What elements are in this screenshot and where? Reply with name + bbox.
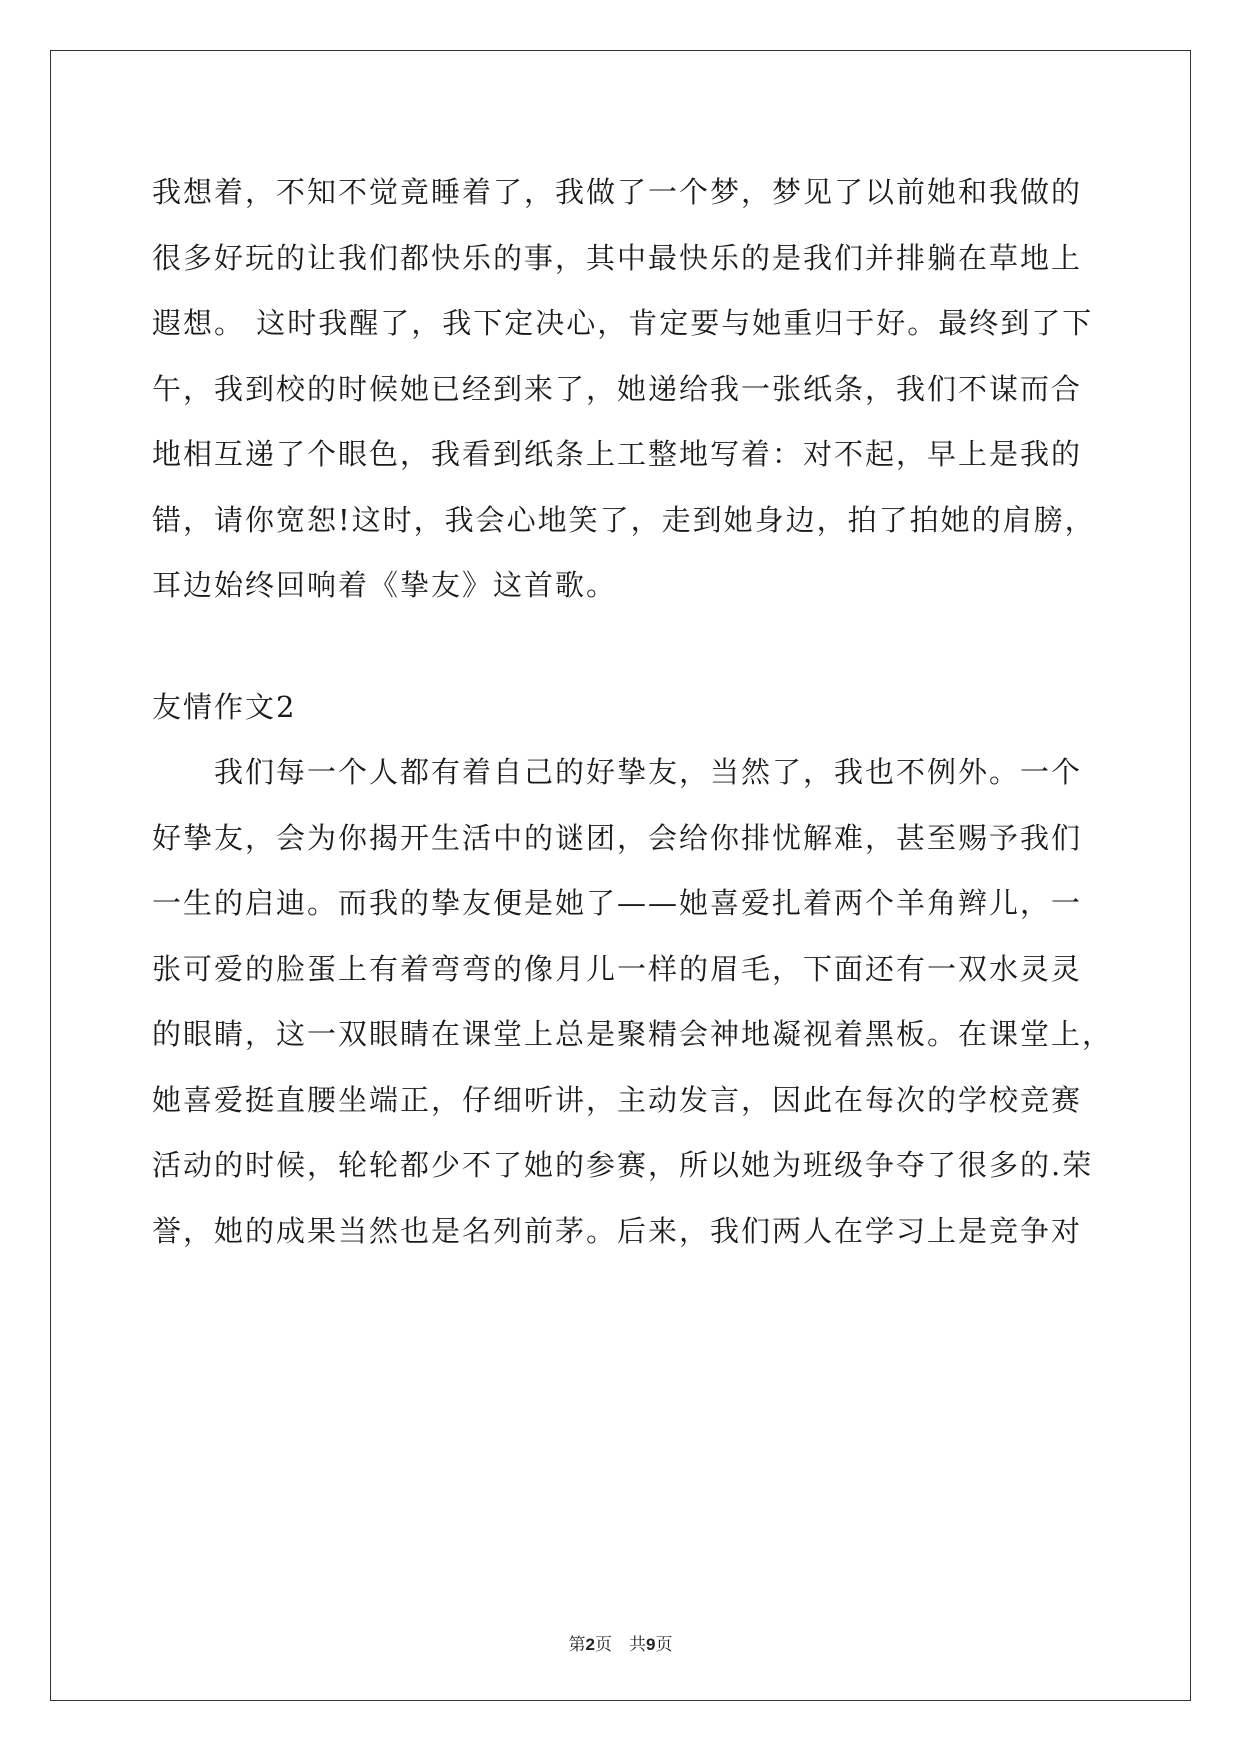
text-line: 地相互递了个眼色，我看到纸条上工整地写着：对不起，早上是我的 xyxy=(152,437,1083,471)
text-line: 午，我到校的时候她已经到来了，她递给我一张纸条，我们不谋而合 xyxy=(152,371,1083,406)
current-page-number: 2 xyxy=(585,1635,595,1654)
text-line: 遐想。 这时我醒了，我下定决心，肯定要与她重归于好。最终到了下 xyxy=(152,306,1094,340)
text-line: 的眼睛，这一双眼睛在课堂上总是聚精会神地凝视着黑板。在课堂上， xyxy=(152,1017,1114,1051)
section-heading: 友情作文2 xyxy=(152,689,297,724)
text-line: 错，请你宽恕!这时，我会心地笑了，走到她身边，拍了拍她的肩膀， xyxy=(152,502,1096,537)
text-line: 一生的启迪。而我的挚友便是她了——她喜爱扎着两个羊角辫儿，一 xyxy=(152,886,1083,920)
text-line: 我们每一个人都有着自己的好挚友，当然了，我也不例外。一个 xyxy=(214,755,1083,789)
text-line: 我想着，不知不觉竟睡着了，我做了一个梦，梦见了以前她和我做的 xyxy=(152,175,1083,209)
section-gap xyxy=(152,619,1102,675)
total-pages-number: 9 xyxy=(646,1635,656,1654)
text-line: 好挚友，会为你揭开生活中的谜团，会给你排忧解难，甚至赐予我们 xyxy=(152,820,1083,855)
text-line: 很多好玩的让我们都快乐的事，其中最快乐的是我们并排躺在草地上 xyxy=(152,240,1083,275)
paragraph-2 xyxy=(152,740,1114,1264)
text-line: 张可爱的脸蛋上有着弯弯的像月儿一样的眉毛，下面还有一双水灵灵 xyxy=(152,951,1083,986)
text-line: 活动的时候，轮轮都少不了她的参赛，所以她为班级争夺了很多的.荣 xyxy=(152,1148,1094,1182)
footer-suffix: 页 xyxy=(655,1635,673,1655)
footer-mid: 页 共 xyxy=(595,1635,646,1655)
text-line: 她喜爱挺直腰坐端正，仔细听讲，主动发言，因此在每次的学校竞赛 xyxy=(152,1082,1083,1117)
text-line: 耳边始终回响着《挚友》这首歌。 xyxy=(152,568,618,602)
footer-prefix: 第 xyxy=(568,1635,586,1655)
paragraph-1 xyxy=(152,160,1102,619)
text-line: 誉，她的成果当然也是名列前茅。后来，我们两人在学习上是竞争对 xyxy=(152,1213,1083,1248)
page-footer xyxy=(0,1630,1241,1655)
document-body xyxy=(152,160,1114,1264)
